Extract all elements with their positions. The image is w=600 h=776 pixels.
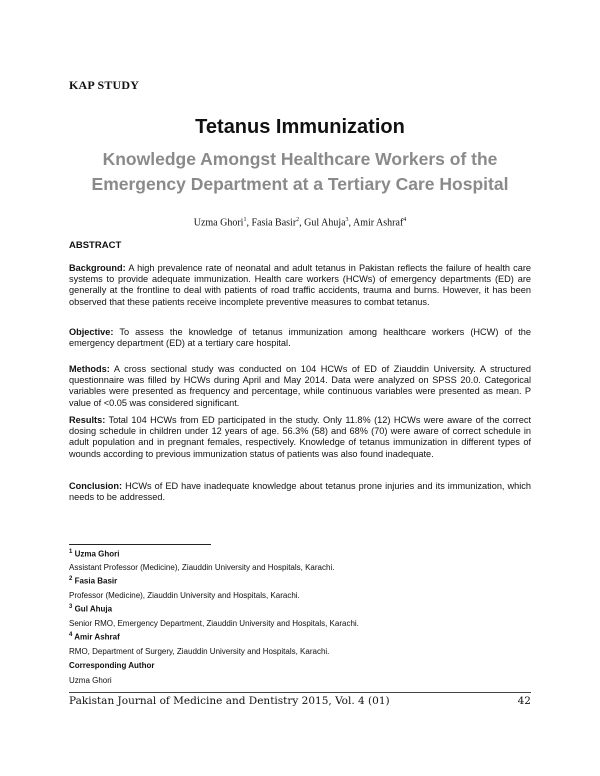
- abstract-objective-label: Objective:: [69, 327, 114, 337]
- page-number: 42: [517, 695, 531, 707]
- footer-divider: [69, 692, 531, 693]
- abstract-conclusion: [69, 481, 531, 503]
- section-label: KAP STUDY: [69, 78, 140, 92]
- footnote-number: 1: [69, 549, 73, 555]
- abstract-results: [69, 415, 531, 460]
- footnote-author-3: [69, 604, 112, 614]
- abstract-results-text: Total 104 HCWs from ED participated in the study. Only 11.8% (12) HCWs were aware of the correct dosing schedule in children under 12 years of age. 56.3% (58) and 68% (70) were aware of correct schedule in adult population and in pregnant females, respectively. Knowledge of tetanus immunization in different types of wounds according to previous immunization status of patients was also found inadequate.: [69, 415, 531, 459]
- paper-subtitle: Knowledge Amongst Healthcare Workers of the Emergency Department at a Tertiary Care Hospital: [91, 149, 509, 194]
- journal-citation: Pakistan Journal of Medicine and Dentistry 2015, Vol. 4 (01): [69, 695, 390, 707]
- abstract-methods-label: Methods:: [69, 364, 110, 374]
- author-name: Fasia Basir: [251, 217, 297, 229]
- author-separator: ,: [299, 217, 305, 229]
- corresponding-author-name: Uzma Ghori: [69, 676, 112, 685]
- corresponding-author-label: Corresponding Author: [69, 661, 155, 670]
- footnote-author-name: Fasia Basir: [74, 576, 118, 586]
- author-name: Uzma Ghori: [193, 217, 244, 229]
- author-name: Amir Ashraf: [353, 217, 404, 229]
- footnote-affiliation-3: Senior RMO, Emergency Department, Ziauddin University and Hospitals, Karachi.: [69, 619, 359, 628]
- abstract-objective: [69, 327, 531, 349]
- abstract-background: [69, 263, 531, 308]
- abstract-background-label: Background:: [69, 263, 126, 273]
- footnote-divider: [69, 544, 211, 545]
- footnote-number: 3: [69, 604, 73, 610]
- abstract-results-label: Results:: [69, 415, 106, 425]
- author-affiliation-number: 1: [243, 217, 247, 223]
- author-affiliation-number: 4: [403, 217, 407, 223]
- paper-title: Tetanus Immunization: [195, 116, 405, 138]
- footnote-number: 2: [69, 576, 73, 582]
- author-affiliation-number: 2: [296, 217, 300, 223]
- footnote-author-2: [69, 576, 117, 586]
- abstract-methods: [69, 364, 531, 409]
- footnote-affiliation-4: RMO, Department of Surgery, Ziauddin University and Hospitals, Karachi.: [69, 647, 330, 656]
- author-separator: ,: [348, 217, 353, 229]
- footnote-author-name: Amir Ashraf: [74, 632, 120, 642]
- abstract-objective-text: To assess the knowledge of tetanus immunization among healthcare workers (HCW) of the emergency department (ED) at a tertiary care hospital.: [69, 327, 531, 349]
- author-separator: ,: [246, 217, 252, 229]
- footnote-number: 4: [69, 632, 73, 638]
- footnote-author-4: [69, 632, 120, 642]
- author-line: [0, 217, 600, 228]
- abstract-background-text: A high prevalence rate of neonatal and adult tetanus in Pakistan reflects the failure of health care systems to provide adequate immunization. Health care workers (HCWs) of emergency departments (ED) are generally at the frontline to deal with patients of road traffic accidents, trauma and burns. However, it has been observed that these patients receive incomplete preventive measures to combat tetanus.: [69, 263, 532, 307]
- footnote-author-1: [69, 549, 119, 559]
- footnote-author-name: Uzma Ghori: [74, 549, 120, 559]
- abstract-conclusion-text: HCWs of ED have inadequate knowledge about tetanus prone injuries and its immunization, which needs to be addressed.: [69, 481, 531, 503]
- footnote-author-name: Gul Ahuja: [74, 604, 113, 614]
- author-affiliation-number: 3: [345, 217, 349, 223]
- abstract-methods-text: A cross sectional study was conducted on 104 HCWs of ED of Ziauddin University. A structured questionnaire was filled by HCWs during April and May 2014. Data were analyzed on SPSS 20.0. Categorical variables were presented as frequency and percentage, while continuous variables were presented as mean. P value of <0.05 was considered significant.: [69, 364, 531, 408]
- abstract-heading: ABSTRACT: [69, 240, 122, 251]
- abstract-conclusion-label: Conclusion:: [69, 481, 123, 491]
- footnote-affiliation-2: Professor (Medicine), Ziauddin University and Hospitals, Karachi.: [69, 591, 300, 600]
- author-name: Gul Ahuja: [304, 217, 346, 229]
- footnote-affiliation-1: Assistant Professor (Medicine), Ziauddin University and Hospitals, Karachi.: [69, 563, 335, 572]
